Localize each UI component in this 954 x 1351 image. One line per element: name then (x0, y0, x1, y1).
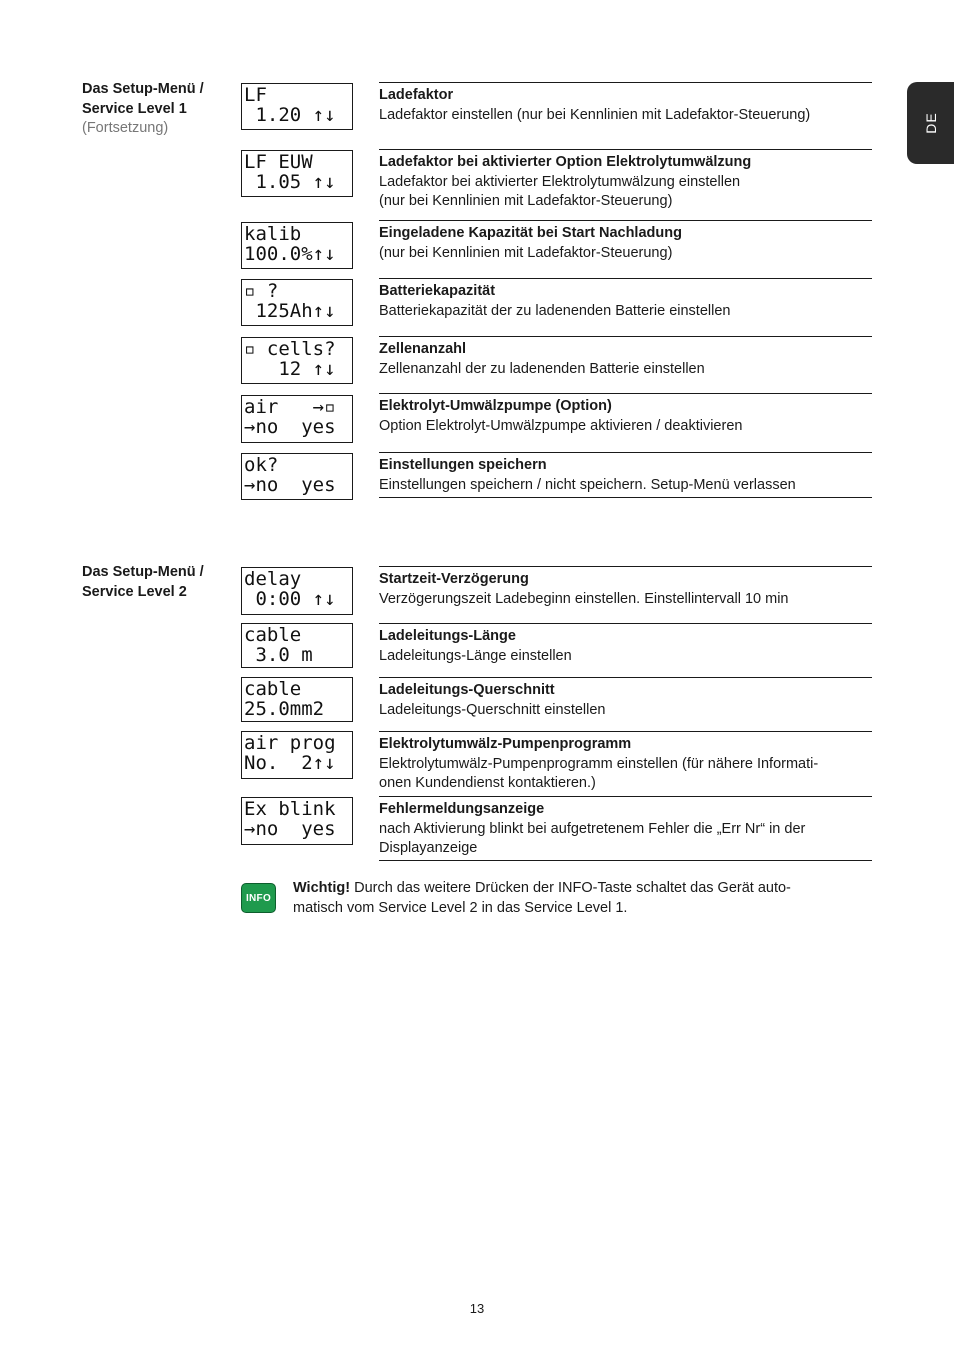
row-title: Startzeit-Verzögerung (379, 571, 529, 587)
lcd-cells (241, 337, 353, 384)
lcd-line: air →▫ (244, 397, 336, 417)
lcd-line: ▫ cells? (244, 339, 336, 359)
row-ex-blink (379, 796, 872, 861)
lcd-line: Ex blink (244, 799, 336, 819)
lcd-line: air prog (244, 733, 336, 753)
lcd-line: LF EUW (244, 152, 313, 172)
row-battery-capacity (379, 278, 872, 321)
lcd-line: 0:00 ↑↓ (244, 589, 336, 609)
row-ladefaktor (379, 82, 872, 125)
lcd-air-pump (241, 395, 353, 443)
row-desc: Einstellungen speichern / nicht speichern. Setup-Menü verlassen (379, 476, 796, 493)
lcd-ex-blink (241, 797, 353, 845)
row-title: Ladeleitungs-Länge (379, 628, 516, 644)
row-title: Ladeleitungs-Querschnitt (379, 682, 555, 698)
section2-label-line2: Service Level 2 (82, 583, 187, 600)
info-note-line1: Durch das weitere Drücken der INFO-Taste schaltet das Gerät auto- (350, 880, 791, 896)
row-title: Ladefaktor (379, 87, 454, 103)
lcd-kalib (241, 222, 353, 269)
language-tab (907, 82, 954, 164)
row-desc: nach Aktivierung blinkt bei aufgetretenem Fehler die „Err Nr“ in der (379, 820, 806, 837)
row-desc: Ladeleitungs-Länge einstellen (379, 647, 572, 664)
lcd-line: 3.0 m (244, 645, 313, 665)
lcd-line: 12 ↑↓ (244, 359, 336, 379)
lcd-line: →no yes (244, 417, 336, 437)
row-ok (379, 452, 872, 498)
row-desc: onen Kundendienst kontaktieren.) (379, 775, 596, 791)
row-title: Elektrolytumwälz-Pumpenprogramm (379, 736, 632, 752)
lcd-line: →no yes (244, 819, 336, 839)
section1-label-sub: (Fortsetzung) (82, 120, 169, 136)
section2-label-line1: Das Setup-Menü / (82, 564, 204, 580)
row-title: Eingeladene Kapazität bei Start Nachladung (379, 225, 682, 241)
lcd-line: →no yes (244, 475, 336, 495)
language-tab-label: DE (922, 112, 939, 134)
row-title: Fehlermeldungsanzeige (379, 801, 545, 817)
row-title: Einstellungen speichern (379, 457, 547, 473)
info-note-line2: matisch vom Service Level 2 in das Service Level 1. (293, 899, 628, 916)
row-air-pump (379, 393, 872, 436)
lcd-line: 25.0mm2 (244, 699, 325, 719)
row-desc: Verzögerungszeit Ladebeginn einstellen. Einstellintervall 10 min (379, 590, 789, 607)
row-air-prog (379, 731, 872, 794)
row-ladefaktor-euw (379, 149, 872, 212)
lcd-line: 125Ah↑↓ (244, 301, 336, 321)
lcd-ok (241, 453, 353, 500)
lcd-ladefaktor-euw (241, 150, 353, 197)
section1-label-line1: Das Setup-Menü / (82, 81, 204, 97)
lcd-battery-capacity (241, 279, 353, 326)
row-desc: Ladeleitungs-Querschnitt einstellen (379, 701, 606, 718)
lcd-line: cable (244, 679, 302, 699)
lcd-line: ok? (244, 455, 279, 475)
row-title: Elektrolyt-Umwälzpumpe (Option) (379, 398, 612, 414)
page-number: 13 (469, 1301, 485, 1316)
row-cable-length (379, 623, 872, 666)
lcd-ladefaktor (241, 83, 353, 130)
row-cable-cross-section (379, 677, 872, 720)
row-desc: Elektrolytumwälz-Pumpenprogramm einstellen (für nähere Informati- (379, 755, 819, 772)
info-note-bold: Wichtig! (293, 880, 351, 896)
row-desc: Zellenanzahl der zu ladenenden Batterie einstellen (379, 360, 705, 377)
lcd-line: kalib (244, 224, 302, 244)
section1-label-line2: Service Level 1 (82, 100, 187, 117)
info-icon (241, 883, 276, 913)
row-desc: (nur bei Kennlinien mit Ladefaktor-Steuerung) (379, 193, 673, 209)
lcd-line: LF (244, 85, 267, 105)
row-desc: Ladefaktor bei aktivierter Elektrolytumwälzung einstellen (379, 173, 741, 190)
row-title: Zellenanzahl (379, 341, 467, 357)
row-kalib (379, 220, 872, 263)
lcd-line: No. 2↑↓ (244, 753, 336, 773)
lcd-line: delay (244, 569, 302, 589)
lcd-air-prog (241, 731, 353, 779)
row-title: Batteriekapazität (379, 283, 496, 299)
row-title: Ladefaktor bei aktivierter Option Elektrolytumwälzung (379, 154, 752, 170)
info-icon-label: INFO (245, 892, 272, 904)
lcd-line: cable (244, 625, 302, 645)
row-delay (379, 566, 872, 609)
section1-label (82, 80, 232, 139)
section2-label (82, 563, 232, 602)
row-desc: Option Elektrolyt-Umwälzpumpe aktivieren / deaktivieren (379, 417, 743, 434)
lcd-line: 100.0%↑↓ (244, 244, 336, 264)
lcd-line: 1.05 ↑↓ (244, 172, 336, 192)
lcd-cable-length (241, 623, 353, 668)
row-desc: Batteriekapazität der zu ladenenden Batterie einstellen (379, 302, 731, 319)
lcd-cable-cross-section (241, 677, 353, 722)
row-desc: (nur bei Kennlinien mit Ladefaktor-Steuerung) (379, 244, 673, 261)
row-cells (379, 336, 872, 379)
row-desc: Ladefaktor einstellen (nur bei Kennlinien mit Ladefaktor-Steuerung) (379, 106, 811, 123)
lcd-line: 1.20 ↑↓ (244, 105, 336, 125)
row-desc: Displayanzeige (379, 840, 478, 856)
lcd-line: ▫ ? (244, 281, 279, 301)
info-note (293, 879, 858, 918)
lcd-delay (241, 567, 353, 615)
